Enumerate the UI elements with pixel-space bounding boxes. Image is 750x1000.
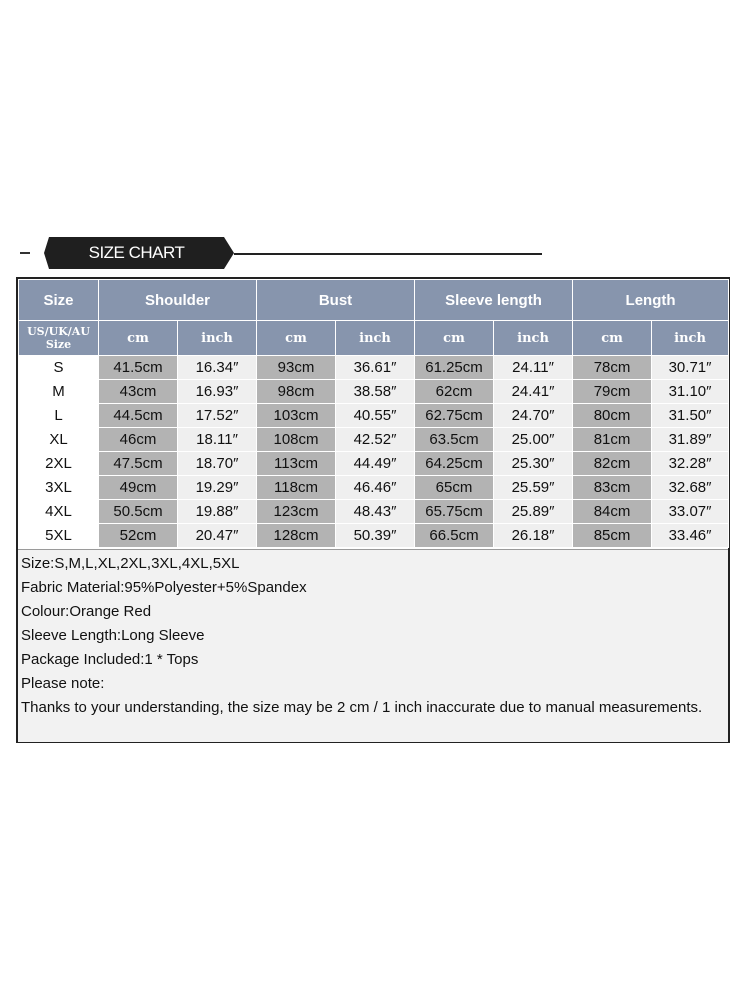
table-row (19, 476, 729, 500)
table-body (19, 356, 729, 548)
inch-cell: 25.59″ (494, 476, 573, 500)
unit-inch: inch (178, 321, 257, 356)
cm-cell: 78cm (573, 356, 652, 380)
inch-cell: 25.30″ (494, 452, 573, 476)
info-line: Please note: (21, 675, 105, 692)
inch-cell: 24.11″ (494, 356, 573, 380)
size-chart-frame (16, 277, 730, 743)
cm-cell: 81cm (573, 428, 652, 452)
banner-title: SIZE CHART (88, 243, 185, 262)
inch-cell: 46.46″ (336, 476, 415, 500)
inch-cell: 26.18″ (494, 524, 573, 548)
inch-cell: 19.88″ (178, 500, 257, 524)
inch-cell: 48.43″ (336, 500, 415, 524)
inch-cell: 30.71″ (652, 356, 729, 380)
cm-cell: 103cm (257, 404, 336, 428)
unit-cm: cm (573, 321, 652, 356)
table-row (19, 380, 729, 404)
inch-cell: 24.70″ (494, 404, 573, 428)
cm-cell: 61.25cm (415, 356, 494, 380)
inch-cell: 36.61″ (336, 356, 415, 380)
info-line: Colour:Orange Red (21, 603, 152, 620)
inch-cell: 18.70″ (178, 452, 257, 476)
cm-cell: 65cm (415, 476, 494, 500)
cm-cell: 66.5cm (415, 524, 494, 548)
table-row (19, 500, 729, 524)
unit-inch: inch (336, 321, 415, 356)
cm-cell: 43cm (99, 380, 178, 404)
table-row (19, 428, 729, 452)
product-info (18, 549, 728, 742)
cm-cell: 118cm (257, 476, 336, 500)
cm-cell: 113cm (257, 452, 336, 476)
col-header-bust: Bust (257, 280, 415, 321)
unit-inch: inch (652, 321, 729, 356)
cm-cell: 79cm (573, 380, 652, 404)
size-cell: S (19, 356, 99, 380)
cm-cell: 47.5cm (99, 452, 178, 476)
inch-cell: 33.07″ (652, 500, 729, 524)
inch-cell: 32.68″ (652, 476, 729, 500)
cm-cell: 123cm (257, 500, 336, 524)
inch-cell: 32.28″ (652, 452, 729, 476)
cm-cell: 83cm (573, 476, 652, 500)
size-cell: 4XL (19, 500, 99, 524)
table-row (19, 356, 729, 380)
cm-cell: 63.5cm (415, 428, 494, 452)
banner-tag (49, 237, 224, 269)
inch-cell: 31.50″ (652, 404, 729, 428)
inch-cell: 40.55″ (336, 404, 415, 428)
table-header-row (19, 280, 729, 321)
info-line: Package Included:1 * Tops (21, 651, 199, 668)
banner-rule (234, 253, 542, 255)
cm-cell: 46cm (99, 428, 178, 452)
col-header-length: Length (573, 280, 729, 321)
inch-cell: 20.47″ (178, 524, 257, 548)
cm-cell: 44.5cm (99, 404, 178, 428)
inch-cell: 38.58″ (336, 380, 415, 404)
cm-cell: 64.25cm (415, 452, 494, 476)
cm-cell: 62cm (415, 380, 494, 404)
unit-cm: cm (257, 321, 336, 356)
inch-cell: 31.10″ (652, 380, 729, 404)
size-table (18, 279, 729, 548)
inch-cell: 31.89″ (652, 428, 729, 452)
info-line: Thanks to your understanding, the size may be 2 cm / 1 inch inaccurate due to manual measurements. (21, 699, 703, 716)
cm-cell: 93cm (257, 356, 336, 380)
inch-cell: 25.89″ (494, 500, 573, 524)
cm-cell: 49cm (99, 476, 178, 500)
cm-cell: 85cm (573, 524, 652, 548)
unit-cm: cm (415, 321, 494, 356)
inch-cell: 50.39″ (336, 524, 415, 548)
inch-cell: 33.46″ (652, 524, 729, 548)
table-row (19, 524, 729, 548)
size-cell: 2XL (19, 452, 99, 476)
cm-cell: 65.75cm (415, 500, 494, 524)
table-row (19, 452, 729, 476)
cm-cell: 84cm (573, 500, 652, 524)
inch-cell: 44.49″ (336, 452, 415, 476)
size-region-label: US/UK/AU Size (19, 321, 99, 356)
cm-cell: 52cm (99, 524, 178, 548)
cm-cell: 50.5cm (99, 500, 178, 524)
cm-cell: 128cm (257, 524, 336, 548)
inch-cell: 25.00″ (494, 428, 573, 452)
inch-cell: 18.11″ (178, 428, 257, 452)
info-line: Size:S,M,L,XL,2XL,3XL,4XL,5XL (21, 555, 240, 572)
inch-cell: 16.93″ (178, 380, 257, 404)
table-unit-row (19, 321, 729, 356)
cm-cell: 82cm (573, 452, 652, 476)
inch-cell: 24.41″ (494, 380, 573, 404)
inch-cell: 19.29″ (178, 476, 257, 500)
unit-cm: cm (99, 321, 178, 356)
col-header-sleeve-length: Sleeve length (415, 280, 573, 321)
unit-inch: inch (494, 321, 573, 356)
col-header-shoulder: Shoulder (99, 280, 257, 321)
size-cell: 5XL (19, 524, 99, 548)
cm-cell: 80cm (573, 404, 652, 428)
cm-cell: 108cm (257, 428, 336, 452)
cm-cell: 98cm (257, 380, 336, 404)
cm-cell: 62.75cm (415, 404, 494, 428)
info-line: Fabric Material:95%Polyester+5%Spandex (21, 579, 307, 596)
banner-dash (20, 252, 30, 254)
size-cell: M (19, 380, 99, 404)
inch-cell: 16.34″ (178, 356, 257, 380)
size-cell: 3XL (19, 476, 99, 500)
col-header-size: Size (19, 280, 99, 321)
cm-cell: 41.5cm (99, 356, 178, 380)
size-chart-banner (16, 236, 546, 272)
table-row (19, 404, 729, 428)
size-cell: XL (19, 428, 99, 452)
inch-cell: 17.52″ (178, 404, 257, 428)
info-line: Sleeve Length:Long Sleeve (21, 627, 205, 644)
inch-cell: 42.52″ (336, 428, 415, 452)
size-cell: L (19, 404, 99, 428)
